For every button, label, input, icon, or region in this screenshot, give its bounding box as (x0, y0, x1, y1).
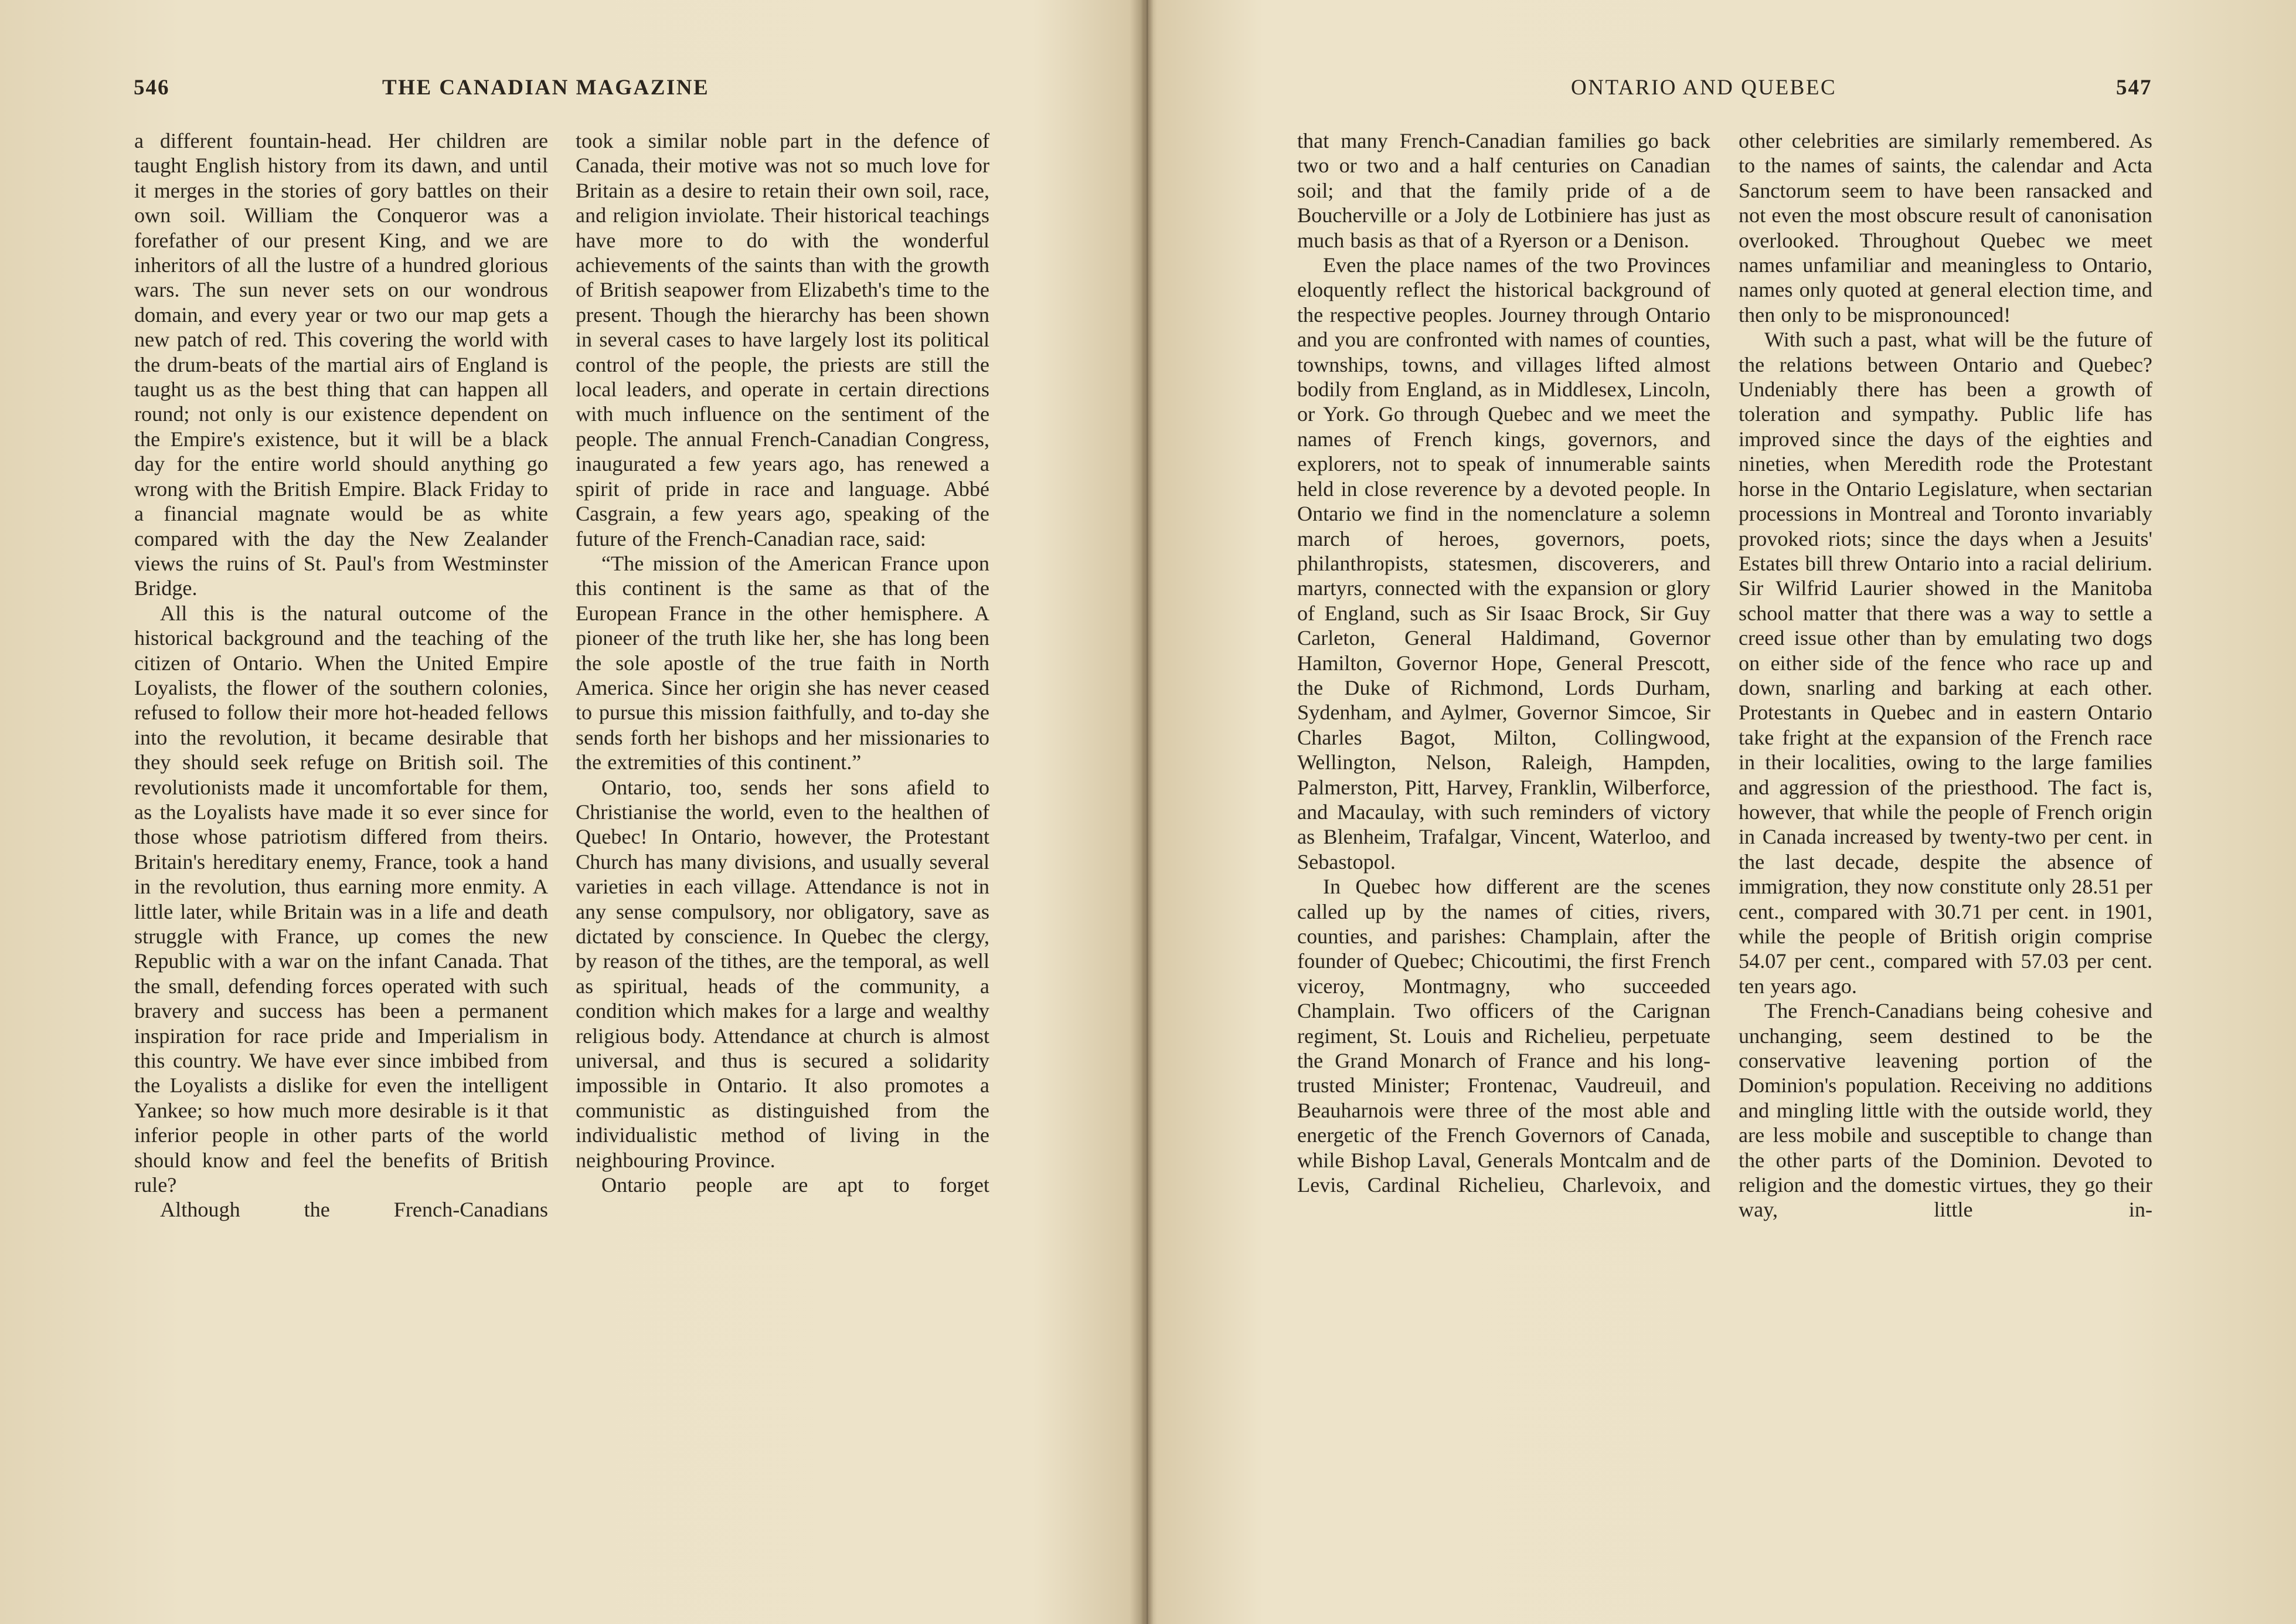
paragraph: Ontario people are apt to forget (601, 1173, 989, 1197)
left-page (0, 0, 1141, 1624)
paragraph: Ontario, too, sends her sons afield to Christianise the world, even to the healthen of Quebec! In Ontario, however, the Protestant Church has many divisions, and usually several varieties in each village. Attendance is not in any sense compulsory, nor obligatory, save as dictated by conscience. In Quebec the clergy, by reason of the tithes, are the temporal, as well as spiritual, heads of the community, a condition which makes for a large and wealthy religious body. Attendance at church is almost universal, and thus is secured a solidarity impossible in Ontario. It also promotes a communistic as distinguished from the individualistic method of living in the neighbouring Province. (576, 775, 989, 1172)
right-page (1154, 0, 2296, 1624)
paragraph: a different fountain-head. Her children are taught English history from its dawn, and until it merges in the stories of gory battles on their own soil. William the Conqueror was a forefather of our present King, and we are inheritors of all the lustre of a hundred glorious wars. The sun never sets on our wondrous domain, and every year or two our map gets a new patch of red. This covering the world with the drum-beats of the martial airs of England is taught us as the best thing that can happen all round; not only is our existence dependent on the Empire's existence, but it will be a black day for the entire world should anything go wrong with the British Empire. Black Friday to a financial magnate would be as white compared with the day the New Zealander views the ruins of St. Paul's from Westminster Bridge. (134, 129, 548, 600)
paragraph: other celebrities are similarly remembered. As to the names of saints, the calendar and Acta Sanctorum seem to have been ransacked and not even the most obscure result of canonisation overlooked. Throughout Quebec we meet names unfamiliar and meaningless to Ontario, names only quoted at general election time, and then only to be mispronounced! (1739, 129, 2152, 327)
paragraph: Even the place names of the two Provinces eloquently reflect the historical background of the respective peoples. Journey through Ontario and you are confronted with names of counties, townships, towns, and villages lifted almost bodily from England, as in Middlesex, Lincoln, or York. Go through Quebec and we meet the names of French kings, governors, and explorers, not to speak of innumerable saints held in close reverence by a devoted people. In Ontario we find in the nomenclature a solemn march of heroes, governors, poets, philanthropists, statesmen, discoverers, and martyrs, connected with the expansion or glory of England, such as Sir Isaac Brock, Sir Guy Carleton, General Haldimand, Governor Hamilton, Governor Hope, General Prescott, the Duke of Richmond, Lords Durham, Sydenham, and Aylmer, Governor Simcoe, Sir Charles Bagot, Milton, Collingwood, Wellington, Nelson, Raleigh, Hampden, Palmerston, Pitt, Harvey, Franklin, Wilberforce, and Macaulay, with such reminders of victory as Blenheim, Trafalgar, Vincent, Waterloo, and Sebastopol. (1297, 253, 1710, 874)
paragraph: All this is the natural outcome of the historical background and the teaching of the citizen of Ontario. When the United Empire Loyalists, the flower of the southern colonies, refused to follow their more hot-headed fellows into the revolution, it became desirable that they should seek refuge on British soil. The revolutionists made it uncomfortable for them, as the Loyalists have made it so ever since for those whose patriotism differed from theirs. Britain's hereditary enemy, France, took a hand in the revolution, thus earning more enmity. A little later, while Britain was in a life and death struggle with France, up comes the new Republic with a war on the infant Canada. That the small, defending forces operated with such bravery and success has been a permanent inspiration for race pride and Imperialism in this country. We have ever since imbibed from the Loyalists a dislike for even the intelligent Yankee; so how much more desirable is it that inferior people in other parts of the world should know and feel the benefits of British rule? (134, 601, 548, 1197)
block-quote: “The mission of the American France upon this continent is the same as that of the European France in the other hemisphere. A pioneer of the truth like her, she has long been the sole apostle of the true faith in North America. Since her origin she has never ceased to pursue this mission faithfully, and to-day she sends forth her bishops and her missionaries to the extremities of this continent.” (576, 551, 989, 774)
paragraph: Although the French-Canadians (160, 1198, 548, 1222)
text-column-2 (1739, 128, 2152, 1222)
paragraph: In Quebec how different are the scenes called up by the names of cities, rivers, counties, and parishes: Champlain, after the founder of Quebec; Chicoutimi, the first French viceroy, Montmagny, who succeeded Champlain. Two officers of the Carignan regiment, St. Louis and Richelieu, perpetuate the Grand Monarch of France and his long-trusted Minister; Frontenac, Vaudreuil, and Beauharnois were three of the most able and energetic of the French Governors of Canada, while Bishop Laval, Generals Montcalm and de Levis, Cardinal Richelieu, Charlevoix, and (1297, 875, 1710, 1197)
page-number: 547 (2116, 76, 2152, 100)
text-column-2 (576, 128, 989, 1197)
text-column-1 (134, 128, 548, 1222)
text-column-1 (1297, 128, 1710, 1197)
running-title: THE CANADIAN MAGAZINE (382, 76, 710, 100)
paragraph: The French-Canadians being cohesive and unchanging, seem destined to be the conservative leavening portion of the Dominion's population. Receiving no additions and mingling little with the outside world, they are less mobile and susceptible to change than the other parts of the Dominion. Devoted to religion and the domestic virtues, they go their way, little in- (1739, 999, 2152, 1222)
paragraph: took a similar noble part in the defence of Canada, their motive was not so much love for Britain as a desire to retain their own soil, race, and religion inviolate. Their historical teachings have more to do with the wonderful achievements of the saints than with the growth of British seapower from Elizabeth's time to the present. Though the hierarchy has been shown in several cases to have largely lost its political control of the people, the priests are still the local leaders, and operate in certain directions with much influence on the sentiment of the people. The annual French-Canadian Congress, inaugurated a few years ago, has renewed a spirit of pride in race and language. Abbé Casgrain, a few years ago, speaking of the future of the French-Canadian race, said: (576, 129, 989, 551)
running-title: ONTARIO AND QUEBEC (1571, 76, 1837, 100)
paragraph: that many French-Canadian families go back two or two and a half centuries on Canadian soil; and that the family pride of a de Boucherville or a Joly de Lotbiniere has just as much basis as that of a Ryerson or a Denison. (1297, 129, 1710, 252)
page-number: 546 (134, 76, 170, 100)
book-gutter (1141, 0, 1154, 1624)
paragraph: With such a past, what will be the future of the relations between Ontario and Quebec? Undeniably there has been a growth of toleration and sympathy. Public life has improved since the days of the eighties and nineties, when Meredith rode the Protestant horse in the Ontario Legislature, when sectarian processions in Montreal and Toronto invariably provoked riots; since the days when a Jesuits' Estates bill threw Ontario into a racial delirium. Sir Wilfrid Laurier showed in the Manitoba school matter that there was a way to settle a creed issue other than by emulating two dogs on either side of the fence who race up and down, snarling and barking at each other. Protestants in Quebec and in eastern Ontario take fright at the expansion of the French race in their localities, owing to the large families and aggression of the priesthood. The fact is, however, that while the people of French origin in Canada increased by twenty-two per cent. in the last decade, despite the absence of immigration, they now constitute only 28.51 per cent., compared with 30.71 per cent. in 1901, while the people of British origin comprise 54.07 per cent., compared with 57.03 per cent. ten years ago. (1739, 328, 2152, 998)
